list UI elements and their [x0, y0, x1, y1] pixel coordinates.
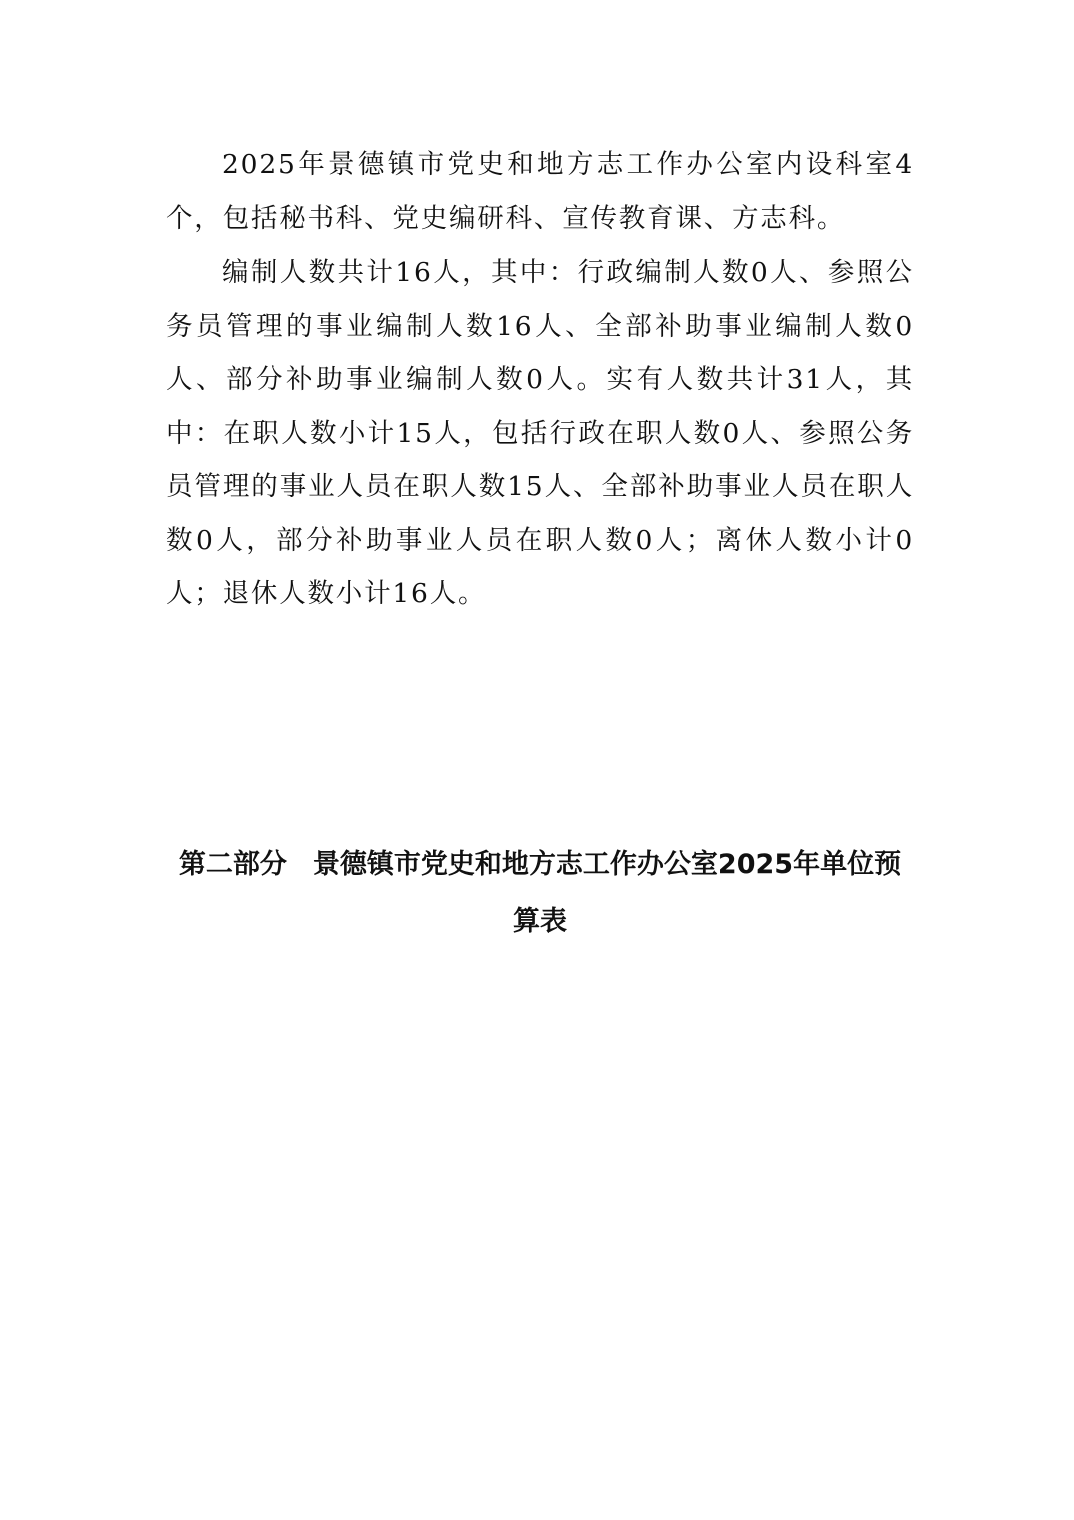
section-title: 景德镇市党史和地方志工作办公室2025年单位预算表: [312, 849, 902, 937]
section-heading: [166, 836, 914, 950]
section-part-label: 第二部分: [178, 849, 287, 880]
paragraph-internal-departments: 2025年景德镇市党史和地方志工作办公室内设科室4个，包括秘书科、党史编研科、宣传教育课、方志科。: [166, 149, 914, 234]
paragraph-staffing: 编制人数共计16人，其中：行政编制人数0人、参照公务员管理的事业编制人数16人、全部补助事业编制人数0人、部分补助事业编制人数0人。实有人数共计31人，其中：在职人数小计15人，包括行政在职人数0人、参照公务员管理的事业人员在职人数15人、全部补助事业人员在职人数0人，部分补助事业人员在职人数0人；离休人数小计0人；退休人数小计16人。: [166, 257, 914, 609]
